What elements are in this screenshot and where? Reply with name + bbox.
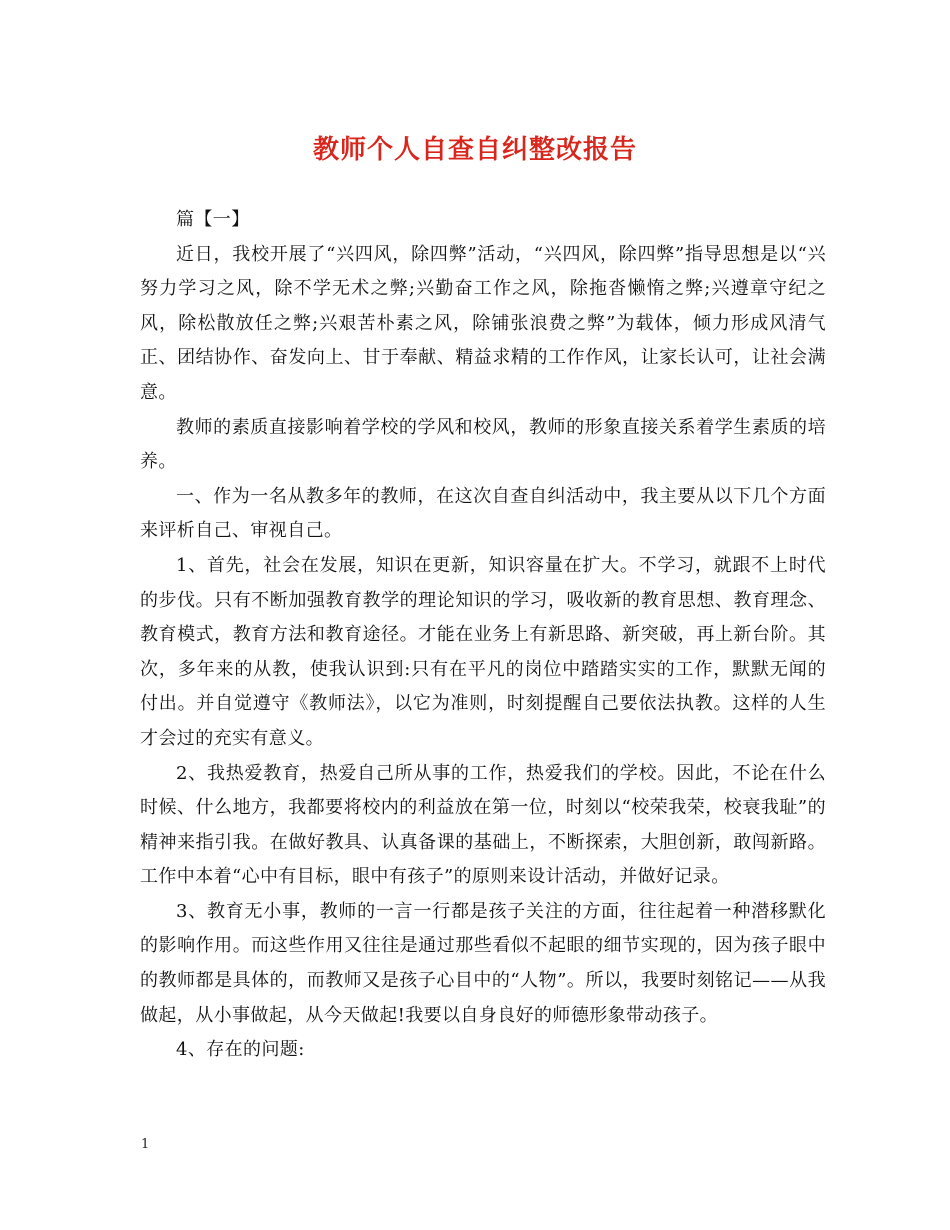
paragraph: 教师的素质直接影响着学校的学风和校风，教师的形象直接关系着学生素质的培养。 [140,416,826,473]
paragraph: 3、教育无小事，教师的一言一行都是孩子关注的方面，往往起着一种潜移默化的影响作用。而这些作用又往往是通过那些看似不起眼的细节实现的，因为孩子眼中的教师都是具体的，而教师又是孩子心目中的“人物”。所以，我要时刻铭记——从我做起，从小事做起，从今天做起!我要以自身良好的师德形象带动孩子。 [140,900,826,1026]
document-title: 教师个人自查自纠整改报告 [312,135,637,165]
paragraph: 2、我热爱教育，热爱自己所从事的工作，热爱我们的学校。因此，不论在什么时候、什么地方，我都要将校内的利益放在第一位，时刻以“校荣我荣，校衰我耻”的精神来指引我。在做好教具、认真备课的基础上，不断探索，大胆创新，敢闯新路。工作中本着“心中有目标，眼中有孩子”的原则来设计活动，并做好记录。 [140,762,826,888]
section-heading: 篇【一】 [176,209,250,230]
paragraph: 1、首先，社会在发展，知识在更新，知识容量在扩大。不学习，就跟不上时代的步伐。只有不断加强教育教学的理论知识的学习，吸收新的教育思想、教育理念、教育模式，教育方法和教育途径。才能在业务上有新思路、新突破，再上新台阶。其次，多年来的从教，使我认识到:只有在平凡的岗位中踏踏实实的工作，默默无闻的付出。并自觉遵守《教师法》，以它为准则，时刻提醒自己要依法执教。这样的人生才会过的充实有意义。 [140,554,826,749]
paragraph: 4、存在的问题: [176,1039,305,1061]
page-number: 1 [141,1137,150,1152]
paragraph: 一、作为一名从教多年的教师，在这次自查自纠活动中，我主要从以下几个方面来评析自己、审视自己。 [140,485,826,542]
paragraph: 近日，我校开展了“兴四风，除四弊”活动，“兴四风，除四弊”指导思想是以“兴努力学习之风，除不学无术之弊;兴勤奋工作之风，除拖沓懒惰之弊;兴遵章守纪之风，除松散放任之弊;兴艰苦朴素之风，除铺张浪费之弊”为载体，倾力形成风清气正、团结协作、奋发向上、甘于奉献、精益求精的工作作风，让家长认可，让社会满意。 [140,243,826,403]
document-body [140,203,826,1068]
